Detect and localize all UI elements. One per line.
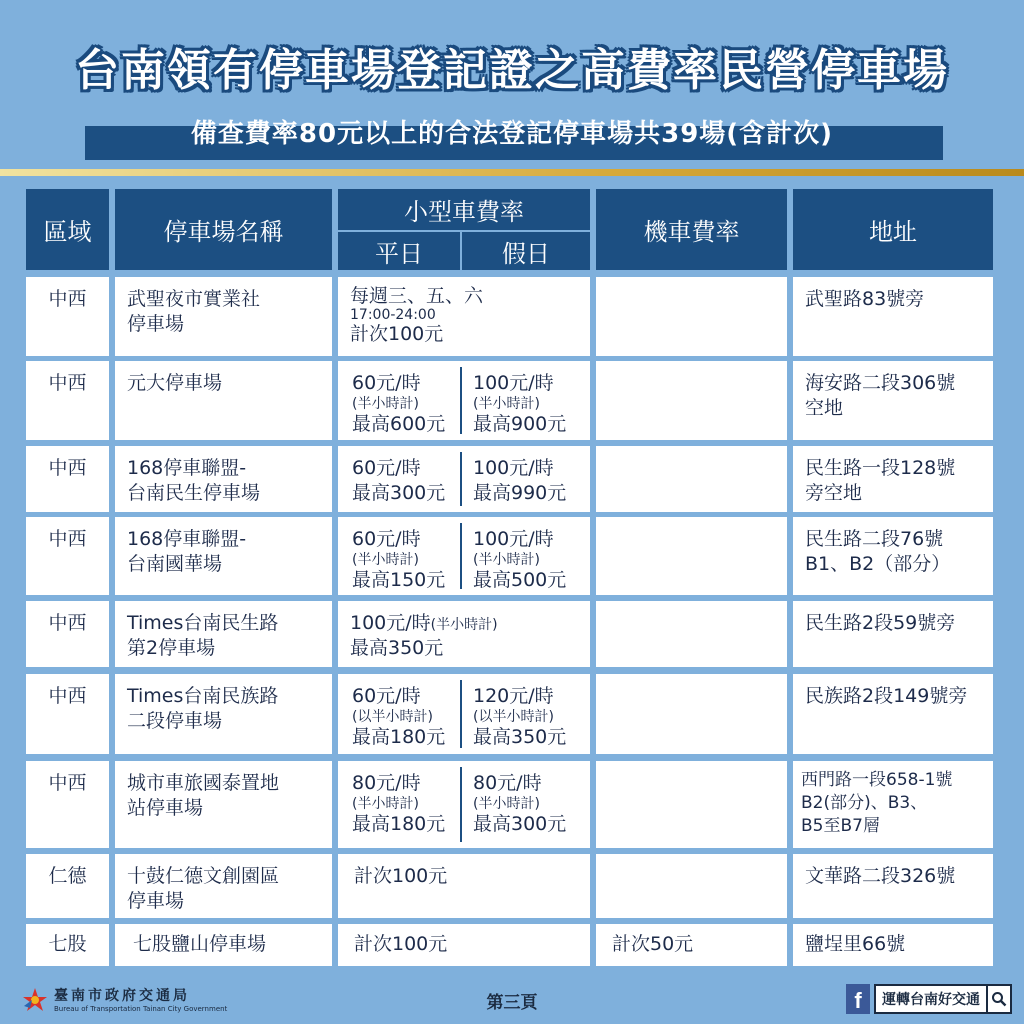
row4-name-line1: 168停車聯盟- [127,528,247,550]
row7-name [115,761,332,848]
row3-address-line2: 旁空地 [805,482,863,504]
facebook-icon: f [846,984,870,1014]
row4-name [115,517,332,595]
row7-weekday-note: (半小時計) [352,796,419,812]
row3-weekday-max: 最高300元 [352,482,446,504]
row7-weekday-rate: 80元/時 [352,772,421,794]
row7-address [793,761,993,848]
row3-weekday-rate: 60元/時 [352,457,421,479]
row5-name-line2: 第2停車場 [127,637,216,659]
row8-rate: 計次100元 [338,854,590,918]
row6-name [115,674,332,754]
row6-divider [460,680,462,748]
row7-holiday [473,771,566,837]
row9-motorcycle: 計次50元 [596,924,787,966]
header-small-car-rate-label: 小型車費率 [404,198,524,226]
row6-name-line2: 二段停車場 [127,710,223,732]
row1-rate-time: 17:00-24:00 [350,307,436,323]
row6-region: 中西 [26,674,109,754]
row2-address [793,361,993,440]
row4-rate [338,517,590,595]
row9-name-line1: 七股鹽山停車場 [133,933,267,955]
row9-rate: 計次100元 [338,924,590,966]
row3-holiday-max: 最高990元 [473,482,567,504]
row6-weekday [352,684,445,750]
header-small-car-rate [338,189,590,230]
search-icon[interactable] [986,984,1012,1014]
row6-weekday-max: 最高180元 [352,726,446,748]
row7-motorcycle [596,761,787,848]
row3-weekday [352,456,445,506]
row5-rate [338,601,590,667]
row2-weekday-note: (半小時計) [352,396,419,412]
header-address-label: 地址 [869,218,917,246]
row6-rate [338,674,590,754]
row2-weekday [352,371,445,437]
row3-name [115,446,332,512]
row6-holiday-rate: 120元/時 [473,685,554,707]
row7-address-line1: 西門路一段658-1號 [801,770,953,790]
row6-holiday-max: 最高350元 [473,726,567,748]
row3-divider [460,452,462,506]
row7-address-line2: B2(部分)、B3、 [801,793,928,813]
header-motorcycle-rate [596,189,787,270]
row8-name-line2: 停車場 [127,890,185,912]
facebook-page-badge[interactable] [846,984,1012,1014]
row4-holiday-rate: 100元/時 [473,528,554,550]
row8-motorcycle [596,854,787,918]
row4-holiday-max: 最高500元 [473,569,567,591]
row4-address-line1: 民生路二段76號 [805,528,944,550]
row5-rate-note: (半小時計) [430,617,498,633]
row4-weekday-rate: 60元/時 [352,528,421,550]
row7-region: 中西 [26,761,109,848]
row3-address-line1: 民生路一段128號 [805,457,956,479]
row8-region: 仁德 [26,854,109,918]
row1-name-line1: 武聖夜市實業社 [127,288,261,310]
row2-name-line1: 元大停車場 [127,372,223,394]
row5-address-line1: 民生路2段59號旁 [805,612,956,634]
row4-holiday [473,527,566,593]
row5-rate-line [350,611,578,636]
header-weekday [338,232,460,270]
row6-name-line1: Times台南民族路 [127,685,279,707]
row4-weekday-note: (半小時計) [352,552,419,568]
row8-address [793,854,993,918]
row2-name [115,361,332,440]
row2-weekday-rate: 60元/時 [352,372,421,394]
row1-region: 中西 [26,277,109,356]
row3-name-line1: 168停車聯盟- [127,457,247,479]
row5-motorcycle [596,601,787,667]
header-name-label: 停車場名稱 [163,218,284,246]
row1-address [793,277,993,356]
row4-name-line2: 台南國華場 [127,553,223,575]
header-holiday [462,232,590,270]
row5-region: 中西 [26,601,109,667]
row8-address-line1: 文華路二段326號 [805,865,956,887]
row5-name [115,601,332,667]
facebook-page-name: 運轉台南好交通 [874,984,986,1014]
row6-address-line1: 民族路2段149號旁 [805,685,968,707]
row1-rate [338,277,590,356]
row6-address [793,674,993,754]
row7-weekday [352,771,445,837]
row3-region: 中西 [26,446,109,512]
row6-motorcycle [596,674,787,754]
row6-weekday-rate: 60元/時 [352,685,421,707]
row8-name-line1: 十鼓仁德文創園區 [127,865,280,887]
header-holiday-label: 假日 [502,239,550,268]
row1-motorcycle [596,277,787,356]
row5-rate-main: 100元/時 [350,612,431,634]
row3-name-line2: 台南民生停車場 [127,482,261,504]
row9-name [115,924,332,966]
row1-name [115,277,332,356]
row3-address [793,446,993,512]
bureau-name-zh: 臺南市政府交通局 [54,988,190,1004]
row5-rate-max: 最高350元 [350,637,444,659]
row5-address [793,601,993,667]
row4-weekday [352,527,445,593]
row7-name-line2: 站停車場 [127,797,204,819]
header-motorcycle-rate-label: 機車費率 [643,218,740,246]
row2-holiday-max: 最高900元 [473,413,567,435]
row4-weekday-max: 最高150元 [352,569,446,591]
row2-holiday-rate: 100元/時 [473,372,554,394]
header-region [26,189,109,270]
header-address [793,189,993,270]
row3-motorcycle [596,446,787,512]
row8-name [115,854,332,918]
row7-holiday-max: 最高300元 [473,813,567,835]
row9-address-line1: 鹽埕里66號 [805,933,906,955]
row4-divider [460,523,462,589]
row6-holiday-note: (以半小時計) [473,709,554,725]
row7-rate [338,761,590,848]
page-number: 第三頁 [486,993,538,1013]
row3-holiday-rate: 100元/時 [473,457,554,479]
row1-name-line2: 停車場 [127,313,185,335]
row9-region: 七股 [26,924,109,966]
header-weekday-label: 平日 [375,239,423,268]
row2-address-line1: 海安路二段306號 [805,372,956,394]
gold-divider [0,169,1024,176]
row7-holiday-rate: 80元/時 [473,772,542,794]
row2-divider [460,367,462,434]
row5-name-line1: Times台南民生路 [127,612,279,634]
row7-holiday-note: (半小時計) [473,796,540,812]
row3-rate [338,446,590,512]
row9-address [793,924,993,966]
row4-holiday-note: (半小時計) [473,552,540,568]
row4-address [793,517,993,595]
page-subtitle: 備查費率80元以上的合法登記停車場共39場(含計次) [190,119,834,149]
row4-region: 中西 [26,517,109,595]
row2-address-line2: 空地 [805,397,844,419]
header-region-label: 區域 [43,218,92,246]
row2-holiday [473,371,566,437]
row6-weekday-note: (以半小時計) [352,709,433,725]
row4-address-line2: B1、B2（部分） [805,553,951,575]
bureau-name-en: Bureau of Transportation Tainan City Government [54,1005,228,1013]
row7-address-line3: B5至B7層 [801,816,880,836]
row7-name-line1: 城市車旅國泰置地 [127,772,280,794]
row2-holiday-note: (半小時計) [473,396,540,412]
row2-region: 中西 [26,361,109,440]
row4-motorcycle [596,517,787,595]
row1-address-line1: 武聖路83號旁 [805,288,925,310]
row1-rate-price: 計次100元 [350,323,444,345]
row7-divider [460,767,462,842]
header-name [115,189,332,270]
row6-holiday [473,684,566,750]
row2-motorcycle [596,361,787,440]
page-title: 台南領有停車場登記證之高費率民營停車場 [75,45,949,96]
row3-holiday [473,456,566,506]
row7-weekday-max: 最高180元 [352,813,446,835]
row1-rate-days: 每週三、五、六 [350,285,484,307]
row2-weekday-max: 最高600元 [352,413,446,435]
row2-rate [338,361,590,440]
